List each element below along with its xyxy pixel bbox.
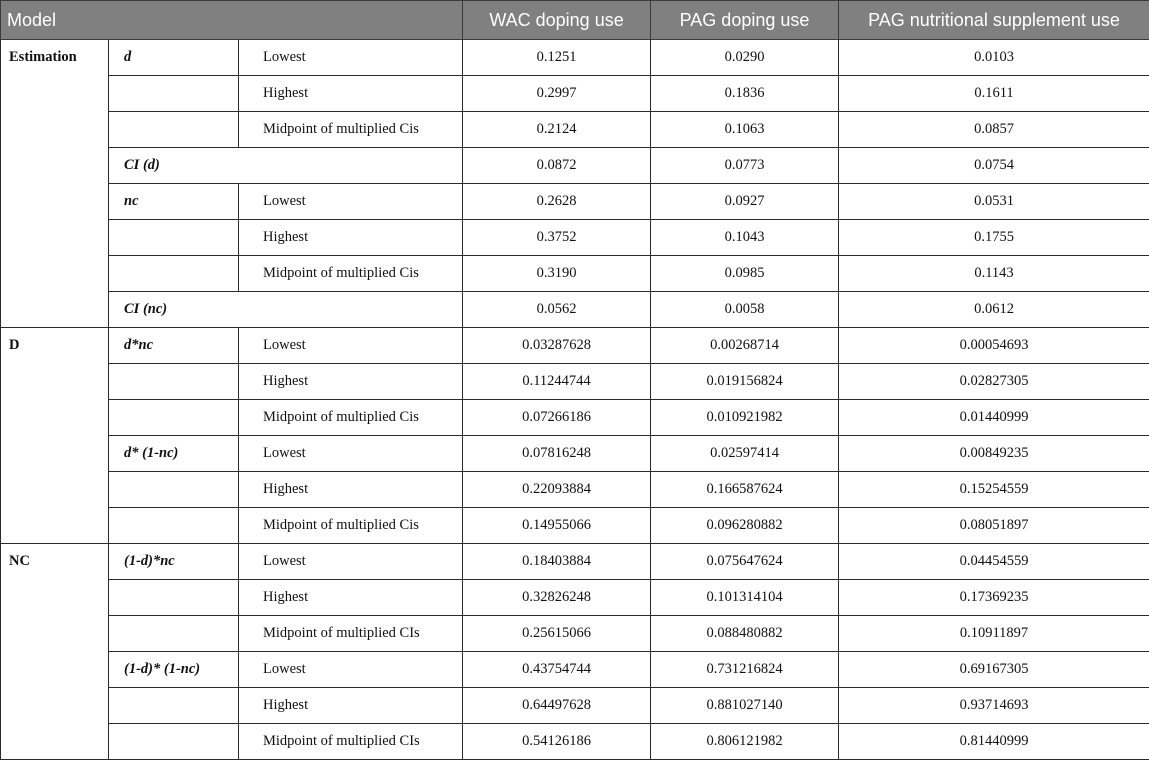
level-label: Midpoint of multiplied Cis [239,508,463,544]
level-label: Highest [239,580,463,616]
level-label: Midpoint of multiplied CIs [239,724,463,760]
variable-label: d [109,40,239,76]
value-cell: 0.43754744 [463,652,651,688]
variable-label: d*nc [109,328,239,364]
table-row [1,472,1149,508]
variable-label: (1-d)*nc [109,544,239,580]
variable-label [109,400,239,436]
level-label: Highest [239,688,463,724]
value-cell: 0.93714693 [839,688,1149,724]
value-cell: 0.11244744 [463,364,651,400]
table-row [1,724,1149,760]
value-cell: 0.096280882 [651,508,839,544]
value-cell: 0.07266186 [463,400,651,436]
group-label: Estimation [1,40,109,328]
value-cell: 0.166587624 [651,472,839,508]
table-row [1,112,1149,148]
value-cell: 0.881027140 [651,688,839,724]
value-cell: 0.1755 [839,220,1149,256]
variable-label [109,256,239,292]
value-cell: 0.0927 [651,184,839,220]
table-row [1,688,1149,724]
value-cell: 0.019156824 [651,364,839,400]
table-row [1,220,1149,256]
variable-label [109,112,239,148]
value-cell: 0.18403884 [463,544,651,580]
value-cell: 0.10911897 [839,616,1149,652]
value-cell: 0.1143 [839,256,1149,292]
value-cell: 0.22093884 [463,472,651,508]
variable-label [109,724,239,760]
value-cell: 0.3752 [463,220,651,256]
value-cell: 0.54126186 [463,724,651,760]
table-row [1,616,1149,652]
table-row [1,292,1149,328]
value-cell: 0.1063 [651,112,839,148]
value-cell: 0.07816248 [463,436,651,472]
table-row [1,580,1149,616]
variable-label [109,472,239,508]
variable-label: (1-d)* (1-nc) [109,652,239,688]
value-cell: 0.04454559 [839,544,1149,580]
value-cell: 0.0773 [651,148,839,184]
value-cell: 0.1251 [463,40,651,76]
value-cell: 0.088480882 [651,616,839,652]
value-cell: 0.731216824 [651,652,839,688]
variable-label: d* (1-nc) [109,436,239,472]
value-cell: 0.1043 [651,220,839,256]
variable-label [109,508,239,544]
value-cell: 0.1611 [839,76,1149,112]
value-cell: 0.64497628 [463,688,651,724]
value-cell: 0.0872 [463,148,651,184]
variable-label: nc [109,184,239,220]
table-row [1,508,1149,544]
level-label: Highest [239,76,463,112]
group-label: D [1,328,109,544]
level-label: Lowest [239,40,463,76]
value-cell: 0.81440999 [839,724,1149,760]
table-row [1,652,1149,688]
value-cell: 0.0857 [839,112,1149,148]
value-cell: 0.0985 [651,256,839,292]
variable-label [109,616,239,652]
value-cell: 0.0754 [839,148,1149,184]
variable-label: CI (d) [109,148,463,184]
value-cell: 0.02597414 [651,436,839,472]
level-label: Highest [239,472,463,508]
value-cell: 0.0290 [651,40,839,76]
header-model: Model [1,1,463,40]
value-cell: 0.25615066 [463,616,651,652]
variable-label [109,688,239,724]
value-cell: 0.03287628 [463,328,651,364]
level-label: Midpoint of multiplied Cis [239,112,463,148]
variable-label: CI (nc) [109,292,463,328]
value-cell: 0.14955066 [463,508,651,544]
value-cell: 0.02827305 [839,364,1149,400]
value-cell: 0.32826248 [463,580,651,616]
value-cell: 0.0103 [839,40,1149,76]
table-row [1,436,1149,472]
variable-label [109,580,239,616]
value-cell: 0.3190 [463,256,651,292]
value-cell: 0.00054693 [839,328,1149,364]
header-pag-doping: PAG doping use [651,1,839,40]
table-row [1,364,1149,400]
group-label: NC [1,544,109,760]
value-cell: 0.00268714 [651,328,839,364]
table-row [1,256,1149,292]
table-row [1,400,1149,436]
level-label: Highest [239,220,463,256]
table-row [1,184,1149,220]
level-label: Lowest [239,544,463,580]
header-row [1,1,1149,40]
level-label: Lowest [239,436,463,472]
value-cell: 0.69167305 [839,652,1149,688]
table-row [1,40,1149,76]
value-cell: 0.0612 [839,292,1149,328]
value-cell: 0.01440999 [839,400,1149,436]
value-cell: 0.0058 [651,292,839,328]
value-cell: 0.2124 [463,112,651,148]
value-cell: 0.806121982 [651,724,839,760]
value-cell: 0.2997 [463,76,651,112]
level-label: Midpoint of multiplied Cis [239,256,463,292]
level-label: Midpoint of multiplied CIs [239,616,463,652]
variable-label [109,76,239,112]
value-cell: 0.075647624 [651,544,839,580]
level-label: Highest [239,364,463,400]
value-cell: 0.1836 [651,76,839,112]
value-cell: 0.0531 [839,184,1149,220]
value-cell: 0.101314104 [651,580,839,616]
variable-label [109,364,239,400]
value-cell: 0.08051897 [839,508,1149,544]
level-label: Lowest [239,184,463,220]
header-pag-supplement: PAG nutritional supplement use [839,1,1149,40]
value-cell: 0.0562 [463,292,651,328]
value-cell: 0.15254559 [839,472,1149,508]
table-row [1,76,1149,112]
variable-label [109,220,239,256]
table-row [1,148,1149,184]
table-row [1,328,1149,364]
table-row [1,544,1149,580]
value-cell: 0.2628 [463,184,651,220]
value-cell: 0.010921982 [651,400,839,436]
header-wac-doping: WAC doping use [463,1,651,40]
value-cell: 0.00849235 [839,436,1149,472]
level-label: Lowest [239,328,463,364]
level-label: Lowest [239,652,463,688]
level-label: Midpoint of multiplied Cis [239,400,463,436]
value-cell: 0.17369235 [839,580,1149,616]
